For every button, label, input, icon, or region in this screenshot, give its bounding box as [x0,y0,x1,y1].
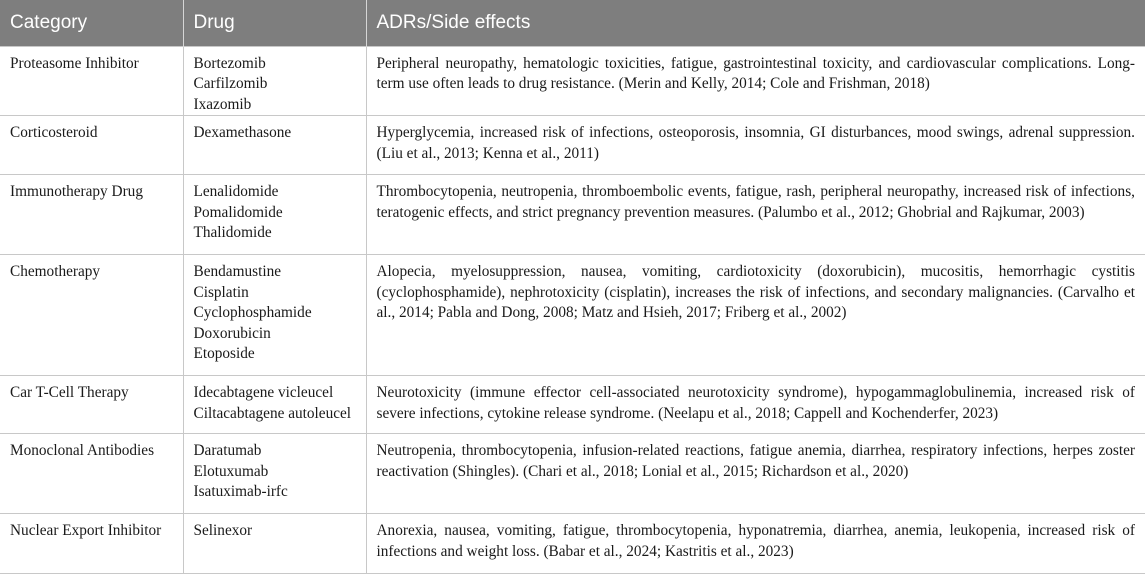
category-cell: Immunotherapy Drug [0,175,183,255]
header-drug: Drug [183,0,366,46]
table-row [0,116,1145,175]
category-cell: Nuclear Export Inhibitor [0,514,183,574]
side-effects-cell: Thrombocytopenia, neutropenia, thromboembolic events, fatigue, rash, peripheral neuropathy, increased risk of infections, teratogenic effects, and strict pregnancy prevention measures. (Palumbo et al., 2012; Ghobrial and Rajkumar, 2003) [366,175,1145,255]
drug-name: Dexamethasone [193,124,292,141]
category-cell: Corticosteroid [0,116,183,175]
drug-name: Carfilzomib [193,75,268,92]
header-category: Category [0,0,183,46]
side-effects-cell: Hyperglycemia, increased risk of infections, osteoporosis, insomnia, GI disturbances, mood swings, adrenal suppression. (Liu et al., 2013; Kenna et al., 2011) [366,116,1145,175]
drug-name: Pomalidomide [193,203,283,221]
drug-name: Cyclophosphamide [193,304,312,321]
table-body [0,46,1145,574]
drug-name: Isatuximab-irfc [193,483,288,500]
drug-name: Elotuxumab [193,462,269,480]
table-row [0,175,1145,255]
header-adrs: ADRs/Side effects [376,11,531,33]
category-cell: Proteasome Inhibitor [0,46,183,116]
table-row [0,376,1145,434]
table-row [0,255,1145,376]
drug-name: Ixazomib [193,95,252,113]
category-cell: Chemotherapy [0,255,183,376]
header-row [0,0,1145,46]
side-effects-cell: Neurotoxicity (immune effector cell-associated neurotoxicity syndrome), hypogammaglobulinemia, increased risk of severe infections, cytokine release syndrome. (Neelapu et al., 2018; Cappell and Kochenderfer, 2023) [366,376,1145,434]
drug-cell [183,514,366,574]
drug-name: Cisplatin [193,283,249,301]
drug-name: Idecabtagene vicleucel [193,384,334,401]
drug-cell [183,255,366,376]
side-effects-cell: Neutropenia, thrombocytopenia, infusion-related reactions, fatigue anemia, diarrhea, respiratory infections, herpes zoster reactivation (Shingles). (Chari et al., 2018; Lonial et al., 2015; Richardson et al., 2020) [366,434,1145,514]
side-effects-cell: Anorexia, nausea, vomiting, fatigue, thrombocytopenia, hyponatremia, diarrhea, anemia, leukopenia, increased risk of infections and weight loss. (Babar et al., 2024; Kastritis et al., 2023) [366,514,1145,574]
drug-name: Lenalidomide [193,183,279,200]
category-cell: Car T-Cell Therapy [0,376,183,434]
drug-cell [183,175,366,255]
drug-cell [183,46,366,116]
drug-name: Ciltacabtagene autoleucel [193,404,352,422]
drug-name: Daratumab [193,442,262,459]
side-effects-cell: Peripheral neuropathy, hematologic toxicities, fatigue, gastrointestinal toxicity, and cardiovascular complications. Long-term use often leads to drug resistance. (Merin and Kelly, 2014; Cole and Frishman, 2018) [366,46,1145,116]
table-row [0,46,1145,116]
drug-name: Thalidomide [193,224,272,241]
drug-name: Bendamustine [193,263,282,280]
drug-cell [183,434,366,514]
drug-cell [183,116,366,175]
category-cell: Monoclonal Antibodies [0,434,183,514]
drug-name: Bortezomib [193,54,266,72]
drug-name: Selinexor [193,522,253,539]
drug-cell [183,376,366,434]
table-header [0,0,1145,46]
drug-name: Doxorubicin [193,324,271,342]
table-row [0,434,1145,514]
side-effects-cell: Alopecia, myelosuppression, nausea, vomiting, cardiotoxicity (doxorubicin), mucositis, hemorrhagic cystitis (cyclophosphamide), nephrotoxicity (cisplatin), increases the risk of infections, and secondary malignancies. (Carvalho et al., 2014; Pabla and Dong, 2008; Matz and Hsieh, 2017; Friberg et al., 2002) [366,255,1145,376]
table-row [0,514,1145,574]
drug-name: Etoposide [193,345,255,362]
